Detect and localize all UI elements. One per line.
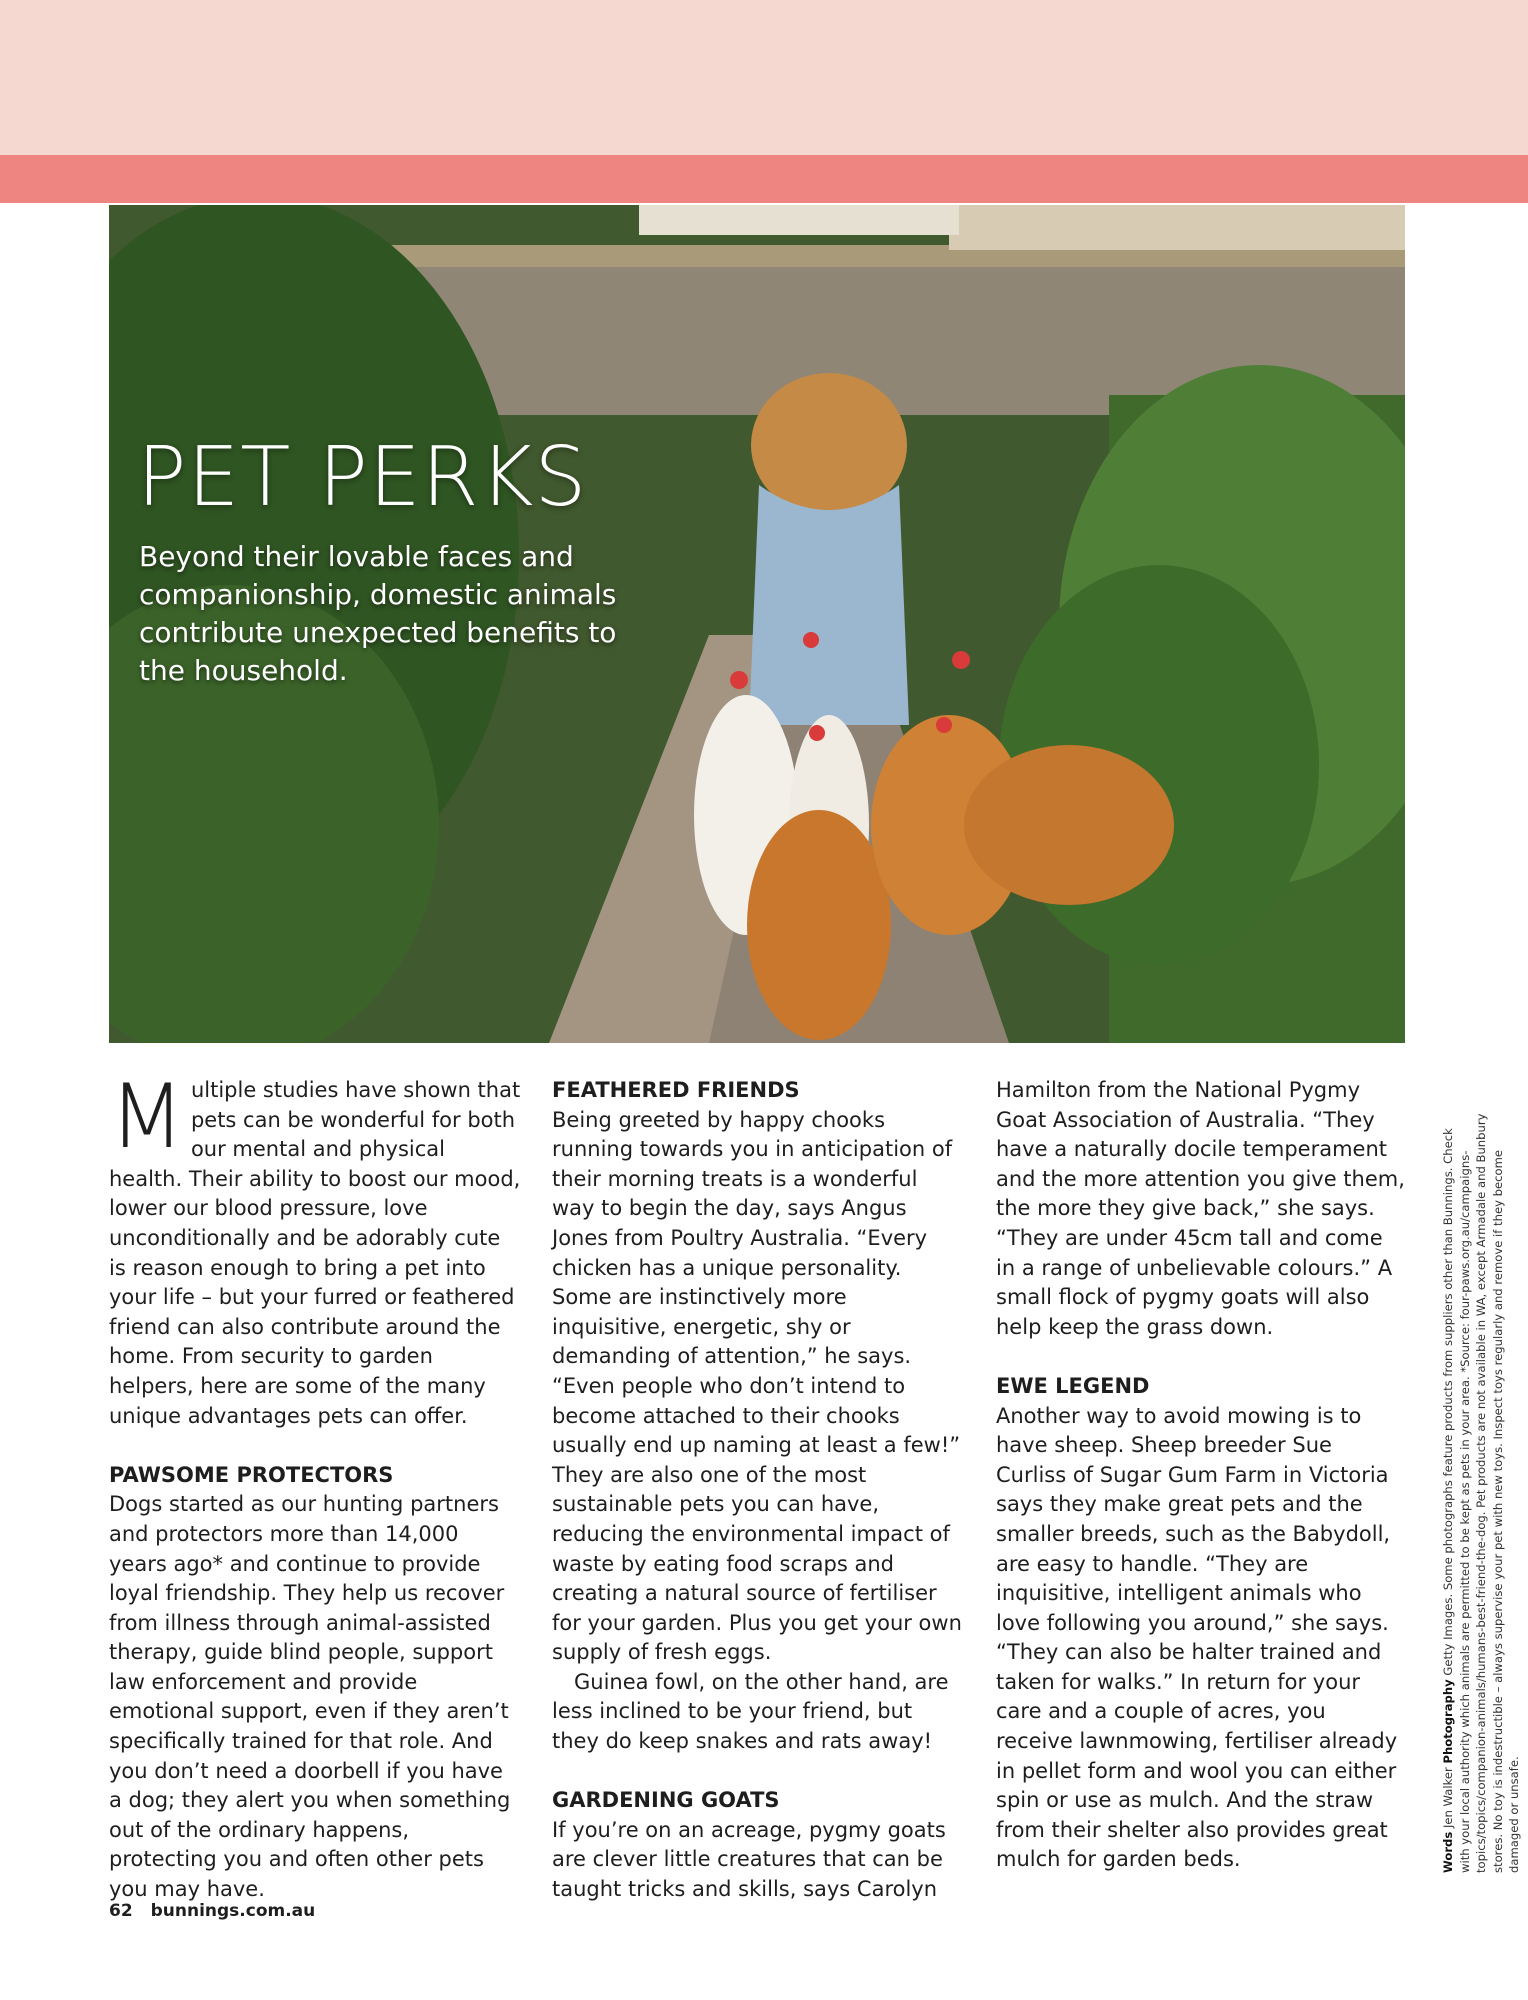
intro-text: ultiple studies have shown that pets can be wonderful for both our mental and physical health. Their ability to boost our mood, lower our blood pressure, love unconditionally and be adorably cute is reason enough to bring a pet into your life – but your furred or feathered friend can also contribute around the home. From security to garden helpers, here are some of the many unique advantages pets can offer. bbox=[109, 1078, 521, 1428]
page-title: PET PERKS bbox=[137, 430, 588, 525]
column-3 bbox=[996, 1076, 1408, 1875]
section-heading-feathered: FEATHERED FRIENDS bbox=[552, 1078, 800, 1102]
intro-paragraph bbox=[109, 1065, 521, 1431]
column-2 bbox=[552, 1076, 964, 1905]
column-1 bbox=[109, 1065, 521, 1905]
accent-stripe bbox=[0, 155, 1528, 203]
page-number: 62 bbox=[109, 1901, 133, 1921]
credits-photo-label: Photography bbox=[1441, 1679, 1455, 1764]
drop-cap: M bbox=[109, 1065, 185, 1168]
credits-sidebar bbox=[1440, 1103, 1523, 1873]
credits-photo: Getty Images. Some photographs feature products from suppliers other than Bunnings. Check with your local authority which animals are permitted to be kept as pets in your area. *Source: four-paws.org.au/campaigns-topics/topics/companion-animals/humans-best-friend-the-dog. Pet products are not available in WA, except Armadale and Bunbury stores. No toy is indestructible – always supervise your pet with new toys. Inspect toys regularly and remove if they become damaged or unsafe. bbox=[1441, 1113, 1521, 1873]
hero-photo bbox=[109, 205, 1405, 1043]
credits-words-label: Words bbox=[1441, 1831, 1455, 1873]
header-band bbox=[0, 0, 1528, 155]
site-url: bunnings.com.au bbox=[150, 1901, 316, 1921]
page-footer bbox=[109, 1901, 315, 1921]
section-body-goats-continued: Hamilton from the National Pygmy Goat Association of Australia. “They have a naturally docile temperament and the more attention you give them, the more they give back,” she says. “They are under 45cm tall and come in a range of unbelievable colours.” A small flock of pygmy goats will also help keep the grass down. bbox=[996, 1078, 1405, 1339]
section-body-goats: If you’re on an acreage, pygmy goats are clever little creatures that can be taught tricks and skills, says Carolyn bbox=[552, 1817, 946, 1902]
section-heading-pawsome: PAWSOME PROTECTORS bbox=[109, 1462, 394, 1487]
page-subtitle: Beyond their lovable faces and companionship, domestic animals contribute unexpected benefits to the household. bbox=[139, 540, 617, 687]
credits-words: Jen Walker bbox=[1441, 1767, 1455, 1829]
section-heading-goats: GARDENING GOATS bbox=[552, 1788, 780, 1813]
section-body-pawsome: Dogs started as our hunting partners and protectors more than 14,000 years ago* and continue to provide loyal friendship. They help us recover from illness through animal-assisted therapy, guide blind people, support law enforcement and provide emotional support, even if they aren’t specifically trained for that role. And you don’t need a doorbell if you have a dog; they alert you when something out of the ordinary happens, protecting you and often other pets you may have. bbox=[109, 1492, 511, 1902]
section-body-ewe: Another way to avoid mowing is to have sheep. Sheep breeder Sue Curliss of Sugar Gum Farm in Victoria says they make great pets and the smaller breeds, such as the Babydoll, are easy to handle. “They are inquisitive, intelligent animals who love following you around,” she says. “They can also be halter trained and taken for walks.” In return for your care and a couple of acres, you receive lawnmowing, fertiliser already in pellet form and wool you can either spin or use as mulch. And the straw from their shelter also provides great mulch for garden beds. bbox=[996, 1403, 1398, 1872]
section-heading-ewe: EWE LEGEND bbox=[996, 1373, 1150, 1398]
section-body-guinea-fowl: Guinea fowl, on the other hand, are less inclined to be your friend, but they do keep snakes and rats away! bbox=[552, 1669, 949, 1754]
section-body-feathered: Being greeted by happy chooks running towards you in anticipation of their morning treats is a wonderful way to begin the day, says Angus Jones from Poultry Australia. “Every chicken has a unique personality. Some are instinctively more inquisitive, energetic, shy or demanding of attention,” he says. “Even people who don’t intend to become attached to their chooks usually end up naming at least a few!” They are also one of the most sustainable pets you can have, reducing the environmental impact of waste by eating food scraps and creating a natural source of fertiliser for your garden. Plus you get your own supply of fresh eggs. bbox=[552, 1107, 962, 1665]
